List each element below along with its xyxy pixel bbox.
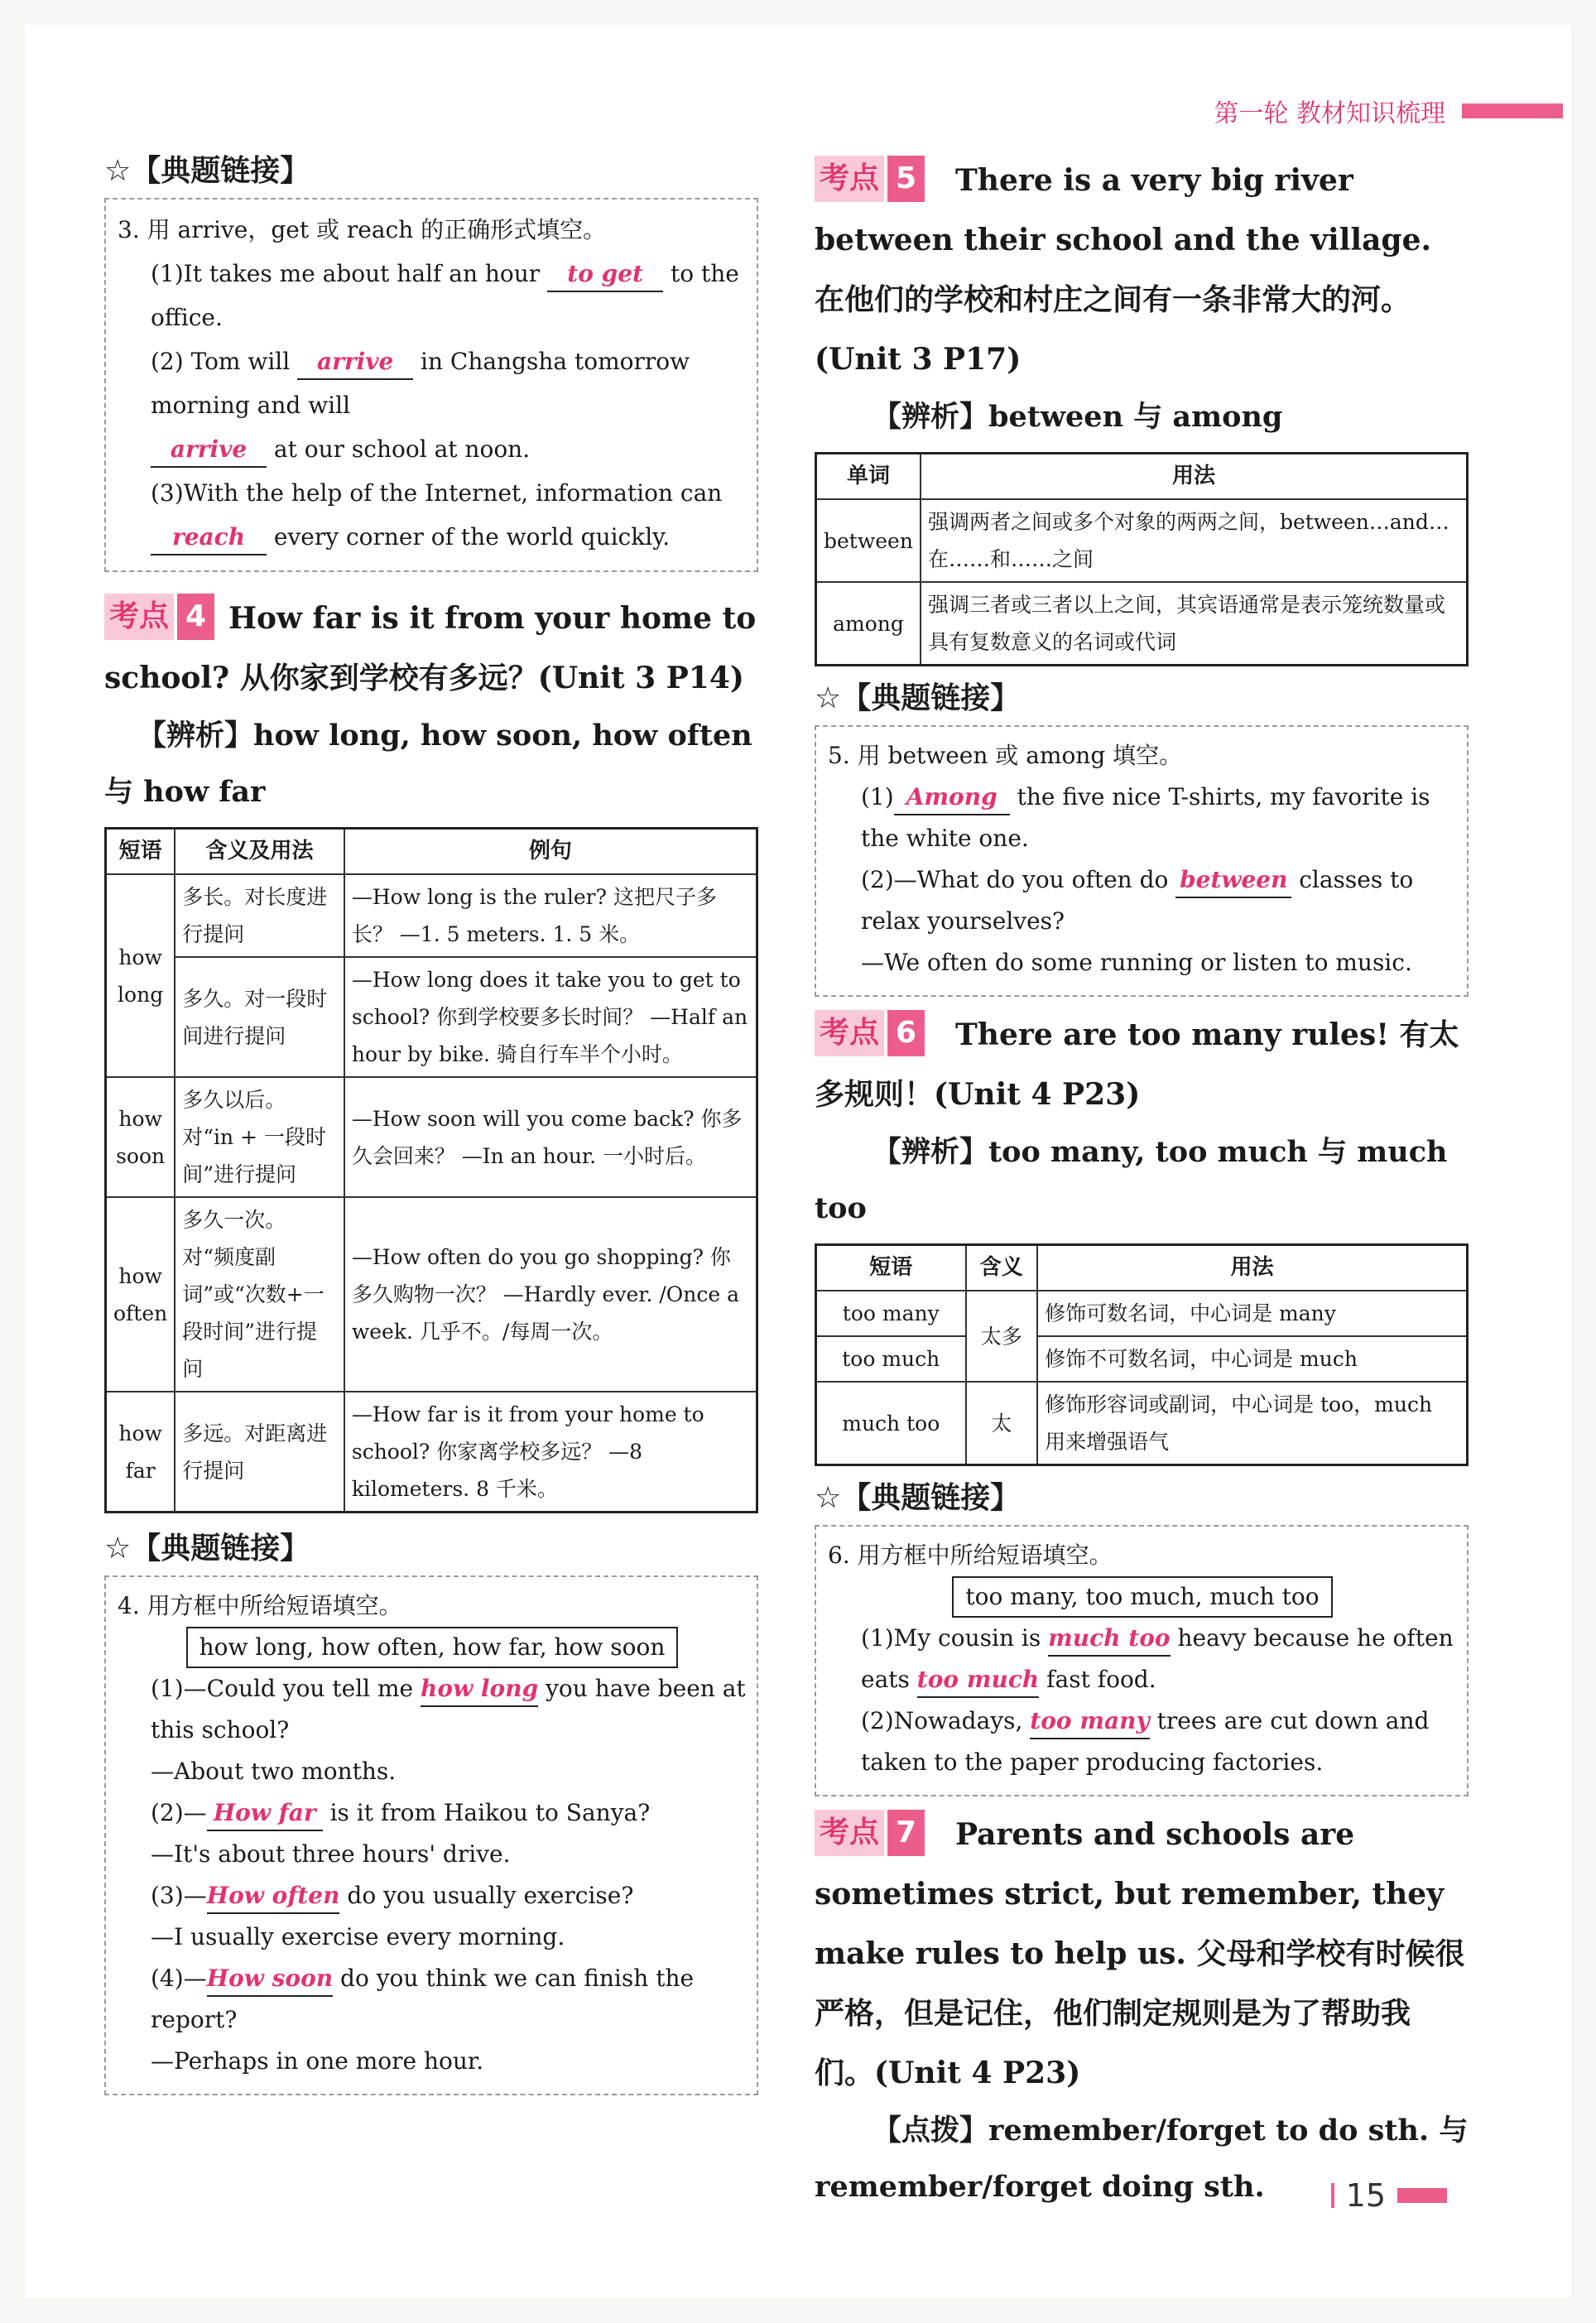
kp-tag: 考点 5 xyxy=(815,156,925,202)
meaning-cell: 太多 xyxy=(966,1291,1038,1382)
left-column xyxy=(104,141,758,2095)
q4-line-2: (2)— How far is it from Haikou to Sanya? xyxy=(118,1792,747,1834)
q4-reply-2: —It's about three hours' drive. xyxy=(151,1840,511,1868)
answer-blank[interactable]: arrive xyxy=(151,433,267,468)
q5-stem: 5. 用 between 或 among 填空。 xyxy=(828,742,1183,769)
q4-reply-4: —Perhaps in one more hour. xyxy=(151,2047,484,2075)
usage-cell: 强调三者或三者以上之间，其宾语通常是表示笼统数量或具有复数意义的名词或代词 xyxy=(921,582,1468,666)
q5-reply-2: —We often do some running or listen to music. xyxy=(861,949,1412,976)
table-header: 短语 xyxy=(816,1245,966,1291)
word-cell: among xyxy=(816,582,921,666)
q4-line-1: (1)—Could you tell me how long you have been at this school? xyxy=(118,1668,747,1751)
word-cell: between xyxy=(816,499,921,582)
table-row xyxy=(106,874,757,957)
meaning-cell: 太 xyxy=(966,1382,1038,1465)
link-heading: ☆【典题链接】 xyxy=(815,681,1021,715)
table-row xyxy=(106,1077,757,1197)
q4-reply-3: —I usually exercise every morning. xyxy=(151,1923,565,1950)
kp5-analysis: 【辨析】between 与 among xyxy=(873,400,1283,434)
table-row xyxy=(106,1197,757,1392)
table-header: 用法 xyxy=(921,454,1468,500)
page-number xyxy=(1331,2177,1447,2214)
q4-reply-1: —About two months. xyxy=(151,1758,397,1785)
table-header: 含义 xyxy=(966,1245,1038,1291)
answer-blank[interactable]: to get xyxy=(547,257,663,292)
q3-line-1: (1)It takes me about half an hour to get to the office. xyxy=(118,252,747,339)
answer-blank[interactable]: How often xyxy=(207,1879,340,1914)
phrase-cell: how soon xyxy=(106,1077,175,1197)
header-title: 第一轮 教材知识梳理 xyxy=(1214,99,1445,128)
kp4-sentence: How far is it from your home to school? 从你家到学校有多远？(Unit 3 P14) xyxy=(104,601,757,695)
table-row xyxy=(816,582,1468,666)
example-cell: —How often do you go shopping? 你多久购物一次？ —Hardly ever. /Once a week. 几乎不。/每周一次。 xyxy=(344,1197,757,1392)
table-header: 例句 xyxy=(344,829,757,875)
link-heading: ☆【典题链接】 xyxy=(104,1532,310,1566)
question-4-box xyxy=(104,1575,758,2095)
table-row xyxy=(106,957,757,1077)
table-header: 短语 xyxy=(106,829,175,875)
table-how-questions xyxy=(104,827,758,1513)
answer-blank[interactable]: How far xyxy=(207,1796,323,1831)
answer-blank[interactable]: too many xyxy=(1030,1705,1149,1739)
usage-cell: 强调两者之间或多个对象的两两之间，between…and…在……和……之间 xyxy=(921,499,1468,582)
link-heading: ☆【典题链接】 xyxy=(104,154,310,188)
meaning-cell: 多久以后。对“in + 一段时间”进行提问 xyxy=(175,1077,344,1197)
phrase-box: how long, how often, how far, how soon xyxy=(186,1627,679,1668)
phrase-cell: how far xyxy=(106,1392,175,1513)
question-3-box xyxy=(104,198,758,572)
answer-blank[interactable]: between xyxy=(1175,863,1291,898)
example-cell: —How long is the ruler? 这把尺子多长？ —1. 5 meters. 1. 5 米。 xyxy=(344,874,757,957)
q3-line-5: reach every corner of the world quickly. xyxy=(118,515,747,559)
q6-stem: 6. 用方框中所给短语填空。 xyxy=(828,1541,1113,1569)
question-6-box xyxy=(815,1525,1469,1796)
question-5-box xyxy=(815,725,1469,997)
answer-blank[interactable]: reach xyxy=(151,521,267,556)
table-row xyxy=(816,1382,1468,1465)
table-header: 单词 xyxy=(816,454,921,500)
page-number-text: 15 xyxy=(1345,2177,1386,2214)
q6-line-2: (2)Nowadays, too many trees are cut down and taken to the paper producing factories. xyxy=(828,1700,1457,1783)
answer-blank[interactable]: much too xyxy=(1048,1622,1170,1657)
right-column xyxy=(815,141,1469,2215)
q4-line-3: (3)—How often do you usually exercise? xyxy=(118,1875,747,1917)
kp-tag: 考点 7 xyxy=(815,1810,925,1856)
table-row xyxy=(106,1392,757,1513)
usage-cell: 修饰可数名词，中心词是 many xyxy=(1037,1291,1467,1336)
answer-blank[interactable]: How soon xyxy=(207,1962,333,1997)
kp7-tip: 【点拨】remember/forget to do sth. 与 remember/forget doing sth. xyxy=(815,2114,1469,2204)
table-between-among xyxy=(815,452,1469,666)
table-header: 含义及用法 xyxy=(175,829,344,875)
answer-blank[interactable]: Among xyxy=(894,781,1010,815)
kp5-sentence: There is a very big river between their school and the village. 在他们的学校和村庄之间有一条非常大的河。(Unit 3 P17) xyxy=(815,163,1432,377)
q3-line-4: (3)With the help of the Internet, information can xyxy=(151,479,723,507)
page-header xyxy=(1214,93,1563,129)
kp-tag: 考点 4 xyxy=(104,594,214,640)
page-number-bar xyxy=(1397,2188,1447,2203)
kp6-sentence: There are too many rules! 有太多规则！(Unit 4 P23) xyxy=(815,1017,1459,1112)
q6-line-1: (1)My cousin is much too heavy because he often eats too much fast food. xyxy=(828,1618,1457,1700)
q3-line-2: (2) Tom will arrive in Changsha tomorrow morning and will xyxy=(118,339,747,427)
table-row xyxy=(816,1291,1468,1336)
q4-line-4: (4)—How soon do you think we can finish the report? xyxy=(118,1958,747,2041)
kp7-sentence: Parents and schools are sometimes strict, but remember, they make rules to help us. 父母和学校有时候很严格，但是记住，他们制定规则是为了帮助我们。(Unit 4 P23) xyxy=(815,1817,1465,2090)
table-row xyxy=(816,499,1468,582)
answer-blank[interactable]: too much xyxy=(917,1663,1039,1698)
q3-line-3: arrive at our school at noon. xyxy=(118,427,747,471)
phrase-cell: how long xyxy=(106,874,175,1077)
answer-blank[interactable]: arrive xyxy=(297,345,413,380)
meaning-cell: 多远。对距离进行提问 xyxy=(175,1392,344,1513)
usage-cell: 修饰不可数名词，中心词是 much xyxy=(1037,1336,1467,1382)
phrase-cell: too much xyxy=(816,1336,966,1382)
table-too-many xyxy=(815,1243,1469,1466)
table-row xyxy=(816,1336,1468,1382)
kp6-analysis: 【辨析】too many, too much 与 much too xyxy=(815,1135,1448,1225)
phrase-box: too many, too much, much too xyxy=(952,1576,1332,1618)
example-cell: —How far is it from your home to school? 你家离学校多远？ —8 kilometers. 8 千米。 xyxy=(344,1392,757,1513)
q4-stem: 4. 用方框中所给短语填空。 xyxy=(118,1592,402,1619)
phrase-cell: too many xyxy=(816,1291,966,1336)
example-cell: —How soon will you come back? 你多久会回来？ —In an hour. 一小时后。 xyxy=(344,1077,757,1197)
kp4-analysis: 【辨析】how long, how soon, how often 与 how far xyxy=(104,719,752,809)
table-header: 用法 xyxy=(1037,1245,1467,1291)
answer-blank[interactable]: how long xyxy=(421,1672,538,1707)
meaning-cell: 多久。对一段时间进行提问 xyxy=(175,957,344,1077)
phrase-cell: how often xyxy=(106,1197,175,1392)
kp-tag: 考点 6 xyxy=(815,1010,925,1056)
page-number-bar xyxy=(1331,2183,1334,2208)
meaning-cell: 多久一次。对“频度副词”或“次数+一段时间”进行提问 xyxy=(175,1197,344,1392)
q3-stem: 3. 用 arrive，get 或 reach 的正确形式填空。 xyxy=(118,216,607,243)
q5-line-1: (1) Among the five nice T-shirts, my favorite is the white one. xyxy=(828,777,1457,859)
q5-line-2: (2)—What do you often do between classes to relax yourselves? xyxy=(828,859,1457,942)
link-heading: ☆【典题链接】 xyxy=(815,1481,1021,1515)
example-cell: —How long does it take you to get to school? 你到学校要多长时间？ —Half an hour by bike. 骑自行车半个小时。 xyxy=(344,957,757,1077)
header-bar xyxy=(1462,103,1563,118)
phrase-cell: much too xyxy=(816,1382,966,1465)
meaning-cell: 多长。对长度进行提问 xyxy=(175,874,344,957)
usage-cell: 修饰形容词或副词，中心词是 too，much 用来增强语气 xyxy=(1037,1382,1467,1465)
